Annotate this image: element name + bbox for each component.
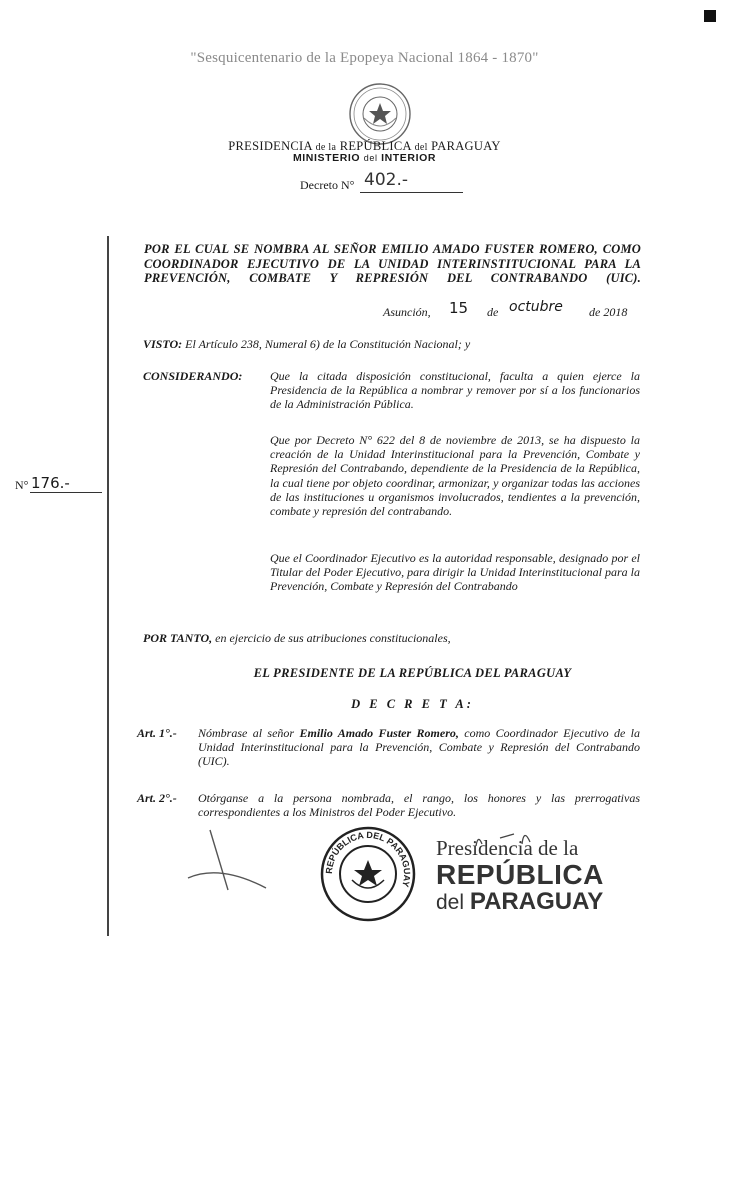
considerando-label: CONSIDERANDO: [143, 369, 243, 383]
svg-text:REPÚBLICA DEL PARAGUAY: REPÚBLICA DEL PARAGUAY [323, 829, 413, 889]
considerando-paragraph-2: Que por Decreto N° 622 del 8 de noviembre de 2013, se ha dispuesto la creación de la Unidad Interinstitucional para la Prevención, Combate y Represión del Contrabando, dependiente de la Presidencia de la República, la cual tiene por objeto coordinar, armonizar, y organizar todas las acciones de las instituciones u organismos involucrados, tendientes a la prevención, combate y represión del contrabando. [270, 433, 640, 519]
presidency-watermark-logo: Presidencia de la REPÚBLICA del PARAGUAY [436, 836, 604, 915]
scan-corner-mark [704, 10, 716, 22]
decree-number: 402.- [364, 170, 408, 190]
president-heading: EL PRESIDENTE DE LA REPÚBLICA DEL PARAGUAY [253, 666, 572, 680]
decree-number-field: Decreto N° 402.- [300, 178, 354, 193]
decree-title: POR EL CUAL SE NOMBRA AL SEÑOR EMILIO AMADO FUSTER ROMERO, COMO COORDINADOR EJECUTIVO DE LA UNIDAD INTERINSTITUCIONAL PARA LA PREVENCIÓN, COMBATE Y REPRESIÓN DEL CONTRABANDO (UIC). [144, 242, 641, 285]
date-line: Asunción, 15 de octubre de 2018 [383, 299, 628, 319]
decreta-heading: D E C R E T A: [351, 697, 474, 711]
institution-line-1: PRESIDENCIA de la REPÚBLICA del PARAGUAY [228, 139, 501, 153]
motto: "Sesquicentenario de la Epopeya Nacional 1864 - 1870" [190, 50, 539, 66]
left-margin-rule [107, 236, 109, 936]
margin-registry-number: N° 176.- [15, 478, 28, 493]
article-2-text: Otórganse a la persona nombrada, el rango, los honores y las prerrogativas correspondientes a los Ministros del Poder Ejecutivo. [198, 791, 640, 820]
article-2-label: Art. 2°.- [137, 791, 177, 805]
article-1-label: Art. 1°.- [137, 726, 177, 740]
por-tanto-paragraph: POR TANTO, en ejercicio de sus atribuciones constitucionales, [143, 631, 451, 645]
article-1-text: Nómbrase al señor Emilio Amado Fuster Romero, como Coordinador Ejecutivo de la Unidad Interinstitucional para la Prevención, Combate y Represión del Contrabando (UIC). [198, 726, 641, 769]
considerando-paragraph-1: Que la citada disposición constitucional, faculta a quien ejerce la Presidencia de la República a nombrar y remover por sí a los funcionarios de la Administración Pública. [270, 369, 640, 412]
presidency-stamp-seal [318, 824, 418, 924]
visto-paragraph: VISTO: El Artículo 238, Numeral 6) de la Constitución Nacional; y [143, 337, 471, 351]
institution-line-2: MINISTERIO del INTERIOR [292, 152, 437, 164]
signature-mark [180, 820, 280, 900]
considerando-paragraph-3: Que el Coordinador Ejecutivo es la autoridad responsable, designado por el Titular del Poder Ejecutivo, para dirigir la Unidad Interinstitucional para la Prevención, Combate y Represión del Contrabando [270, 551, 640, 594]
